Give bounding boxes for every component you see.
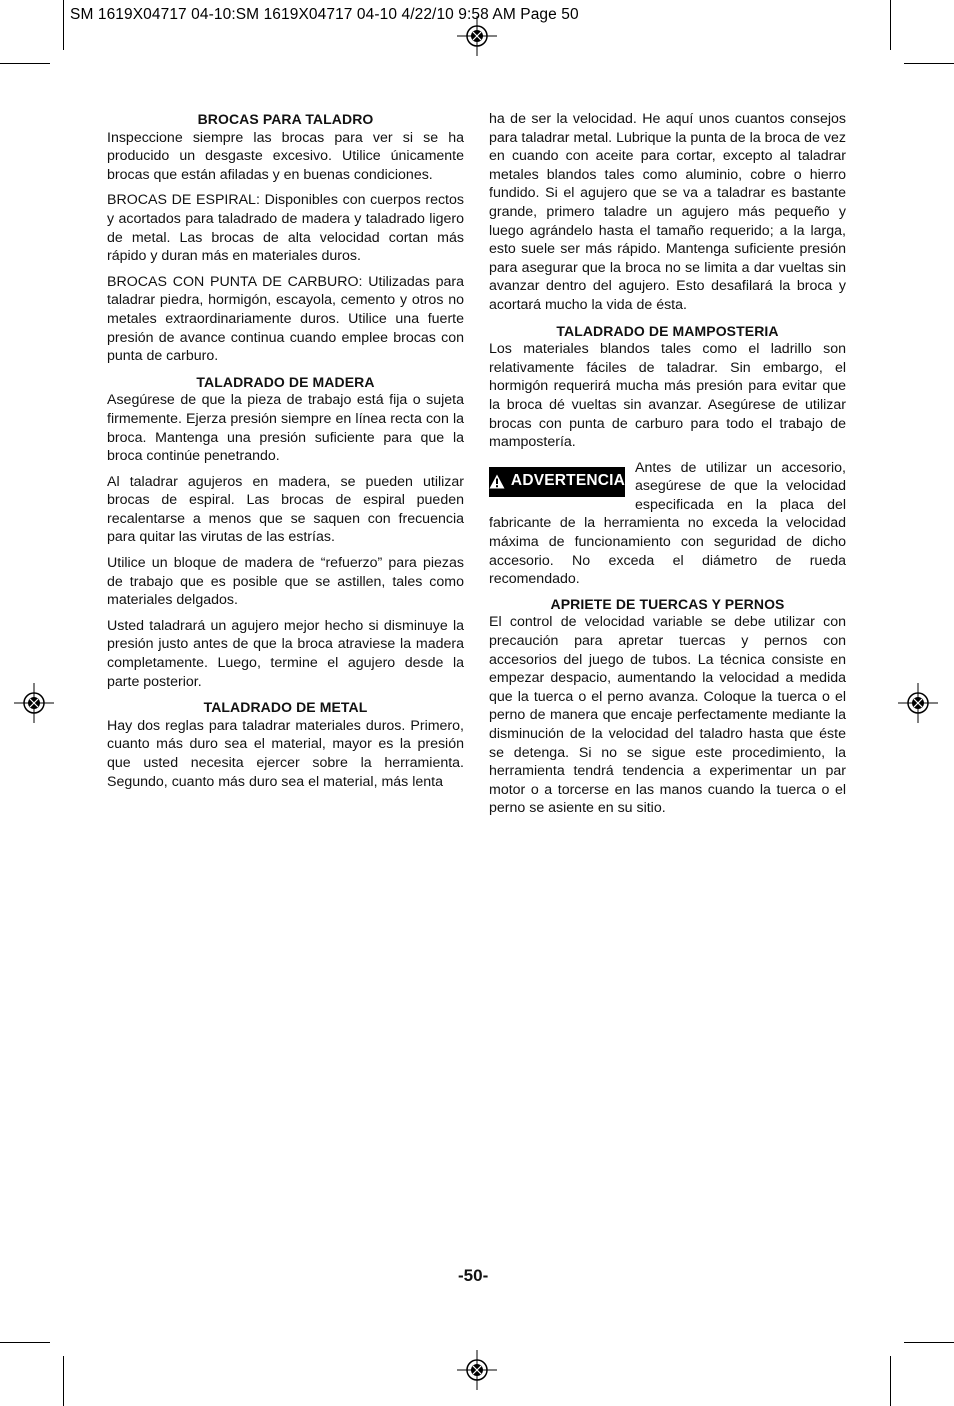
- warning-triangle-icon: [489, 474, 505, 489]
- paragraph-bloque-refuerzo: Utilice un bloque de madera de “refuerzo” para piezas de trabajo que es posible que se astillen, tales como materiales delgados.: [107, 555, 464, 609]
- crop-mark-top-right-h: [904, 63, 954, 64]
- paragraph-materiales-blandos: Los materiales blandos tales como el ladrillo son relativamente fáciles de taladrar. Sin embargo, el hormigón requerirá mucha más presión para evitar que la broca dé vueltas sin avanzar. Asegúrese de utilizar brocas con punta de carburo para todo el trabajo de mampostería.: [489, 341, 846, 451]
- crop-mark-bottom-left-v: [63, 1356, 64, 1406]
- warning-label: ADVERTENCIA: [510, 472, 626, 490]
- paragraph-brocas-punta-carburo: BROCAS CON PUNTA DE CARBURO: Utilizadas para taladrar piedra, hormigón, escayola, cemento y otros no metales extraordinariamente duros. Utilice una fuerte presión de avance continua cuando emplee brocas con punta de carburo.: [107, 273, 464, 365]
- crop-mark-bottom-right-v: [890, 1356, 891, 1406]
- heading-taladrado-de-madera: TALADRADO DE MADERA: [196, 373, 375, 390]
- heading-apriete-tuercas-pernos: APRIETE DE TUERCAS Y PERNOS: [550, 595, 785, 612]
- paragraph-agujero-mejor: Usted taladrará un agujero mejor hecho si disminuye la presión justo antes de que la broca atraviese la madera completamente. Luego, termine el agujero desde la parte posterior.: [107, 617, 464, 690]
- paragraph-control-velocidad: El control de velocidad variable se debe utilizar con precaución para apretar tuercas y pernos con accesorios del juego de tubos. La técnica consiste en empezar despacio, aumentando la velocidad a medida que la tuerca o el perno avanza. Coloque la tuerca o el perno de manera que encaje perfectamente mediante la disminución de la velocidad del taladro hasta que éste se detenga. Si no se sigue este procedimiento, la herramienta tendrá tendencia a experimentar un par motor o a torcerse en las manos cuando la tuerca o el perno se asiente en su sitio.: [489, 614, 846, 817]
- registration-mark-right-icon: [898, 683, 938, 723]
- paragraph-inspeccione: Inspeccione siempre las brocas para ver si se ha producido un desgaste excesivo. Utilice únicamente brocas que están afiladas y en buenas condiciones.: [107, 129, 464, 183]
- paragraph-agujeros-madera: Al taladrar agujeros en madera, se pueden utilizar brocas de espiral. Las brocas de espiral pueden recalentarse a menos que se saquen con frecuencia para quitar las virutas de las estrías.: [107, 473, 464, 546]
- paragraph-asegurese-pieza: Asegúrese de que la pieza de trabajo está fija o sujeta firmemente. Ejerza presión siempre en línea recta con la broca. Mantenga una presión suficiente para que la broca continúe penetrando.: [107, 392, 464, 465]
- heading-taladrado-de-metal: TALADRADO DE METAL: [203, 699, 368, 716]
- right-column: [489, 110, 846, 825]
- paragraph-brocas-de-espiral: BROCAS DE ESPIRAL: Disponibles con cuerpos rectos y acortados para taladrado de madera y taladrado ligero de metal. Las brocas de alta velocidad cortan más rápido y duran más en materiales duros.: [107, 192, 464, 265]
- registration-mark-left-icon: [14, 683, 54, 723]
- warning-block: [489, 459, 846, 589]
- crop-mark-bottom-right-h: [904, 1342, 954, 1343]
- crop-mark-top-left-v: [63, 0, 64, 50]
- heading-brocas-para-taladro: BROCAS PARA TALADRO: [197, 111, 374, 127]
- paragraph-velocidad-metal: ha de ser la velocidad. He aquí unos cuantos consejos para taladrar metal. Lubrique la punta de la broca de vez en cuando con aceite para cortar, excepto al taladrar metales blandos tales como aluminio, cobre o hierro fundido. Si el agujero que se va a taladrar es bastante grande, primero taladre un agujero más pequeño y luego agrándelo hasta el tamaño requerido; a la larga, esto suele ser más rápido. Mantenga suficiente presión para asegurar que la broca no se limita a dar vueltas sin avanzar dentro del agujero. Esto desafilará la broca y acortará mucho la vida de ésta.: [489, 111, 846, 313]
- warning-badge: [489, 467, 625, 497]
- warning-text: Antes de utilizar un accesorio, asegúrese de que la velocidad especificada en la placa del fabricante de la herramienta no exceda la velocidad máxima de funcionamiento con seguridad de dicho accesorio. No exceda el diámetro de rueda recomendado.: [489, 459, 846, 588]
- page-number: -50-: [458, 1266, 489, 1285]
- print-slug: SM 1619X04717 04-10:SM 1619X04717 04-10 4/22/10 9:58 AM Page 50: [70, 6, 579, 23]
- left-column: [107, 110, 464, 798]
- crop-mark-top-right-v: [890, 0, 891, 50]
- registration-mark-top-icon: [457, 16, 497, 56]
- heading-taladrado-de-mamposteria: TALADRADO DE MAMPOSTERIA: [556, 322, 779, 339]
- crop-mark-bottom-left-h: [0, 1342, 50, 1343]
- crop-mark-top-left-h: [0, 63, 50, 64]
- paragraph-dos-reglas: Hay dos reglas para taladrar materiales duros. Primero, cuanto más duro sea el material, mayor es la presión que usted necesita ejercer sobre la herramienta. Segundo, cuanto más duro sea el material, más lenta: [107, 717, 464, 790]
- registration-mark-bottom-icon: [457, 1350, 497, 1390]
